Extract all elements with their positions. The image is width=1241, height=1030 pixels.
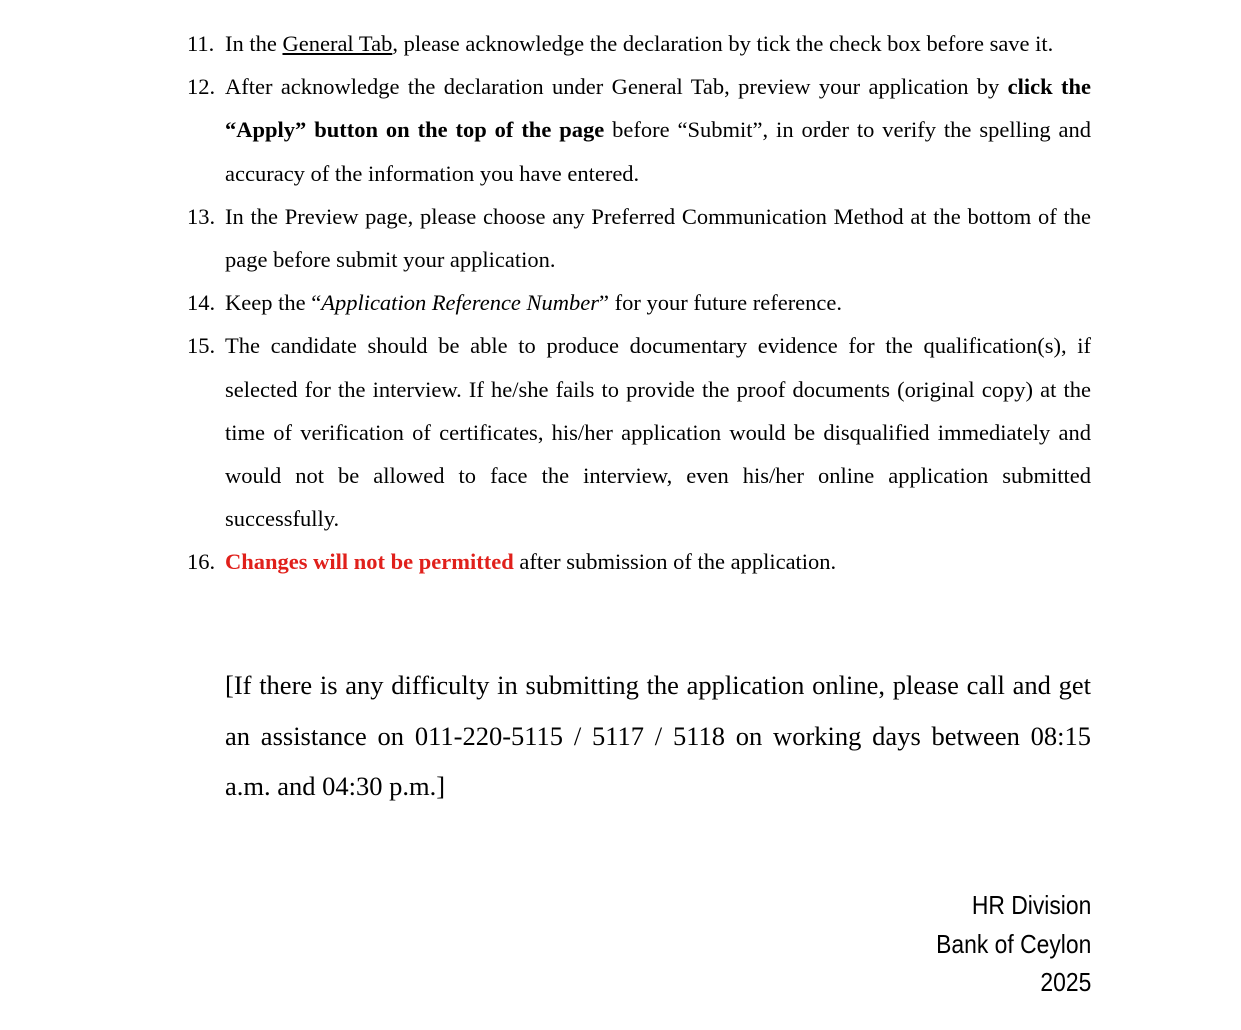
instruction-item-14 bbox=[187, 281, 1091, 324]
instruction-item-12 bbox=[187, 65, 1091, 195]
item-text: The candidate should be able to produce documentary evidence for the qualification(s), if selected for the interview. If he/she fails to provide the proof documents (original copy) at the time of verification of certificates, his/her application would be disqualified immediately and would not be allowed to face the interview, even his/her online application submitted successfully. bbox=[225, 333, 1091, 532]
item-number: 13. bbox=[187, 203, 216, 229]
signature-block bbox=[936, 886, 1091, 1002]
item-text: , please acknowledge the declaration by tick the check box before save it. bbox=[392, 31, 1054, 56]
instruction-item-15 bbox=[187, 324, 1091, 540]
general-tab-reference: General Tab bbox=[282, 31, 393, 56]
item-text: Keep the “ bbox=[225, 290, 322, 316]
application-reference-number-term: Application Reference Number bbox=[321, 290, 600, 316]
signature-year: 2025 bbox=[1040, 967, 1091, 997]
instruction-item-13 bbox=[187, 195, 1091, 281]
changes-warning: Changes will not be permitted bbox=[225, 549, 514, 575]
item-number: 15. bbox=[187, 333, 216, 359]
instruction-list bbox=[187, 22, 1091, 584]
item-text: ” for your future reference. bbox=[599, 290, 843, 316]
item-number: 14. bbox=[187, 290, 216, 316]
item-number: 12. bbox=[187, 74, 216, 100]
item-number: 16. bbox=[187, 549, 216, 575]
assistance-note: [If there is any difficulty in submitting the application online, please call and get an assistance on 011-220-5115 / 5117 / 5118 on working days between 08:15 a.m. and 04:30 p.m.] bbox=[225, 670, 1091, 801]
item-text: after submission of the application. bbox=[513, 549, 837, 575]
item-text: before “Submit”, in order to verify the spelling and accuracy of the information you have entered. bbox=[225, 117, 1091, 186]
instruction-item-11 bbox=[187, 22, 1091, 65]
item-text: In the bbox=[225, 31, 283, 56]
item-text: In the Preview page, please choose any Preferred Communication Method at the bottom of the page before submit your application. bbox=[225, 203, 1091, 273]
item-number: 11. bbox=[187, 31, 215, 56]
item-text: After acknowledge the declaration under General Tab, preview your application by bbox=[225, 74, 1008, 100]
apply-button-instruction: click the “Apply” button on the top of the page bbox=[225, 74, 1091, 143]
instruction-item-16 bbox=[187, 540, 1091, 583]
signature-division: HR Division bbox=[971, 890, 1091, 920]
signature-organization: Bank of Ceylon bbox=[935, 928, 1091, 959]
